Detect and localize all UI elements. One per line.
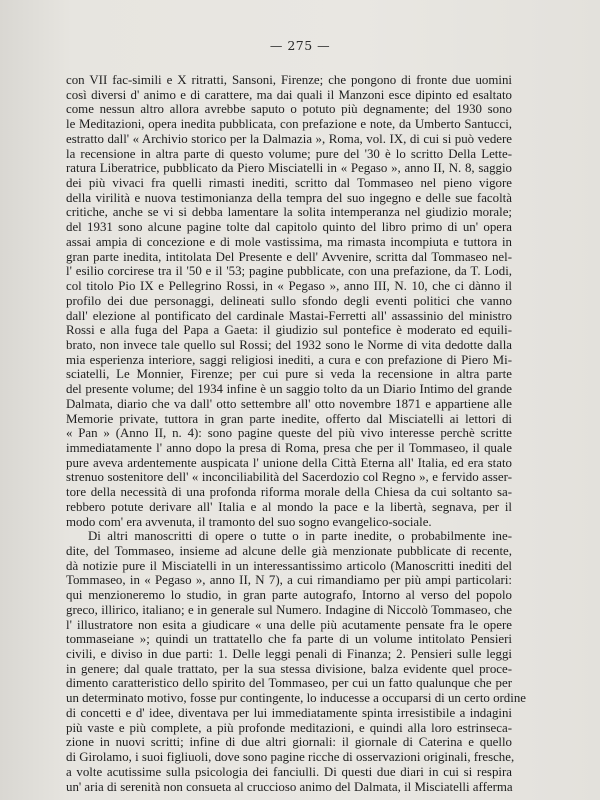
page-number: — 275 — bbox=[269, 38, 331, 53]
text-line: zione in nuovi scritti; infine di due altri giornali: il giornale di Caterina e quello bbox=[66, 735, 512, 750]
paragraph-2 bbox=[66, 529, 526, 794]
text-line: come nessun altro allora avrebbe saputo o potuto più degnamente; del 1930 sono bbox=[66, 102, 512, 117]
text-line: brato, non invece tale quello sul Rossi; del 1932 sono le Norme di vita dedotte dalla bbox=[66, 337, 512, 352]
text-line: dimento caratteristico dello spirito del Tommaseo, per cui un fatto qualunque che per bbox=[66, 676, 512, 691]
text-line: un determinato motivo, fosse pur contingente, lo inducesse a occuparsi di un certo ordine bbox=[66, 691, 526, 706]
text-line: civili, e diviso in due parti: 1. Delle leggi penali di Finanza; 2. Pensieri sulle leggi bbox=[66, 647, 512, 662]
text-line: l' esilio corcirese tra il '50 e il '53; pagine pubblicate, con una prefazione, da T. Lodi, bbox=[66, 264, 512, 279]
text-line: Di altri manoscritti di opere o tutte o in parte inedite, o probabilmente ine- bbox=[88, 529, 512, 544]
text-line: un' aria di serenità non consueta al cruccioso animo del Dalmata, il Misciatelli afferma bbox=[66, 779, 513, 794]
text-line: di Girolamo, i suoi figliuoli, dove sono pagine ricche di osservazioni originali, fresche, bbox=[66, 750, 515, 765]
text-line: qui menzioneremo lo studio, in gran parte autografo, Intorno al verso del popolo bbox=[66, 588, 512, 603]
text-line: Rossi e alla fuga del Papa a Gaeta: il giudizio sul pontefice è moderato ed equili- bbox=[66, 323, 512, 338]
text-line: della virilità e nuova testimonianza della tempra del suo ingegno e delle sue facoltà bbox=[66, 190, 512, 205]
body-text bbox=[66, 73, 526, 794]
text-line: sciatelli, Le Monnier, Firenze; per cui pure si veda la recensione in altra parte bbox=[66, 367, 512, 382]
text-line: modo com' era avvenuta, il tramonto del suo sogno evangelico-sociale. bbox=[66, 514, 432, 529]
text-line: in genere; dal quale trattato, per la sua stessa divisione, balza evidente quel proce- bbox=[66, 661, 512, 676]
text-line: Memorie private, tuttora in gran parte inedite, offerto dal Misciatelli ai lettori di bbox=[66, 411, 512, 426]
text-line: pure aveva ardentemente auspicata l' unione della Città Eterna all' Italia, ed era stato bbox=[66, 455, 512, 470]
text-line: « Pan » (Anno II, n. 4): sono pagine queste del più vivo interesse perchè scritte bbox=[66, 426, 512, 441]
text-line: critiche, anche se vi si debba lamentare la solita intemperanza nel giudizio morale; bbox=[66, 205, 512, 220]
text-line: ratura Liberatrice, pubblicato da Piero Misciatelli in « Pegaso », anno II, N. 8, saggio bbox=[66, 161, 512, 176]
text-line: profilo dei due personaggi, delineati sullo sfondo degli eventi politici che vanno bbox=[66, 293, 512, 308]
text-line: gran parte inedita, intitolata Del Presente e dell' Avvenire, scritta dal Tommaseo nel- bbox=[66, 249, 512, 264]
text-line: dall' elezione al pontificato del cardinale Mastai-Ferretti all' assassinio del ministro bbox=[66, 308, 512, 323]
text-line: del presente volume; del 1934 infine è un saggio tolto da un Diario Intimo del grande bbox=[66, 382, 512, 397]
text-line: così diversi d' animo e di carattere, ma dai quali il Manzoni esce dipinto ed esaltato bbox=[66, 87, 512, 102]
text-line: più vaste e più complete, a più profonde meditazioni, e quindi alla loro estrinseca- bbox=[66, 720, 512, 735]
text-line: tore della necessità di una profonda riforma morale della Chiesa da cui soltanto sa- bbox=[66, 485, 512, 500]
text-line: a volte acutissime sulla psicologia dei fanciulli. Di questi due diari in cui si respira bbox=[66, 764, 512, 779]
text-line: con VII fac-simili e X ritratti, Sansoni, Firenze; che pongono di fronte due uomini bbox=[66, 73, 512, 87]
text-line: immediatamente l' anno dopo la presa di Roma, presa che per il Tommaseo, il quale bbox=[66, 440, 512, 455]
text-line: la recensione in altra parte di questo volume; pure del '30 è lo scritto Della Lette- bbox=[66, 146, 512, 161]
text-line: assai ampia di concezione e di mole vastissima, ma rimasta incompiuta e tuttora in bbox=[66, 234, 512, 249]
text-line: strenuo sostenitore dell' « inconciliabilità del Sacerdozio col Regno », e fervido asser- bbox=[66, 470, 512, 485]
text-line: dà notizie pure il Misciatelli in un interessantissimo articolo (Manoscritti inediti del bbox=[66, 558, 512, 573]
text-line: le Meditazioni, opera inedita pubblicata, con prefazione e note, da Umberto Santucci, bbox=[66, 117, 512, 132]
text-line: dite, del Tommaseo, insieme ad alcune delle già menzionate pubblicate di recente, bbox=[66, 544, 512, 558]
text-line: greco, illirico, italiano; e in generale sul Numero. Indagine di Niccolò Tommaseo, che bbox=[66, 602, 512, 617]
text-line: dei più vivaci fra quelli rimasti inediti, scritto dal Tommaseo nel pieno vigore bbox=[66, 176, 512, 191]
text-line: mia esperienza interiore, saggi religiosi inediti, a cura e con prefazione di Piero Mi- bbox=[66, 352, 512, 367]
text-line: Tommaseo, in « Pegaso », anno II, N 7), a cui rimandiamo per più ampi particolari: bbox=[66, 573, 512, 588]
text-line: tommaseiane »; quindi un trattatello che fa parte di un volume intitolato Pensieri bbox=[66, 632, 512, 647]
text-line: estratto dall' « Archivio storico per la Dalmazia », Roma, vol. IX, di cui si può vedere bbox=[66, 131, 512, 146]
text-line: di concetti e d' idee, diventava per lui immediatamente spinta irresistibile a indagini bbox=[66, 705, 512, 720]
text-line: rebbero potute derivare all' Italia e al mondo la pace e la libertà, segnava, per il bbox=[66, 499, 512, 514]
text-line: del 1931 sono alcune pagine tolte dal capitolo quinto del libro primo di un' opera bbox=[66, 220, 512, 235]
paragraph-1 bbox=[66, 73, 512, 529]
text-line: col titolo Pio IX e Pellegrino Rossi, in « Pegaso », anno III, N. 10, che ci dànno il bbox=[66, 279, 512, 294]
text-line: Dalmata, diario che va dall' otto settembre all' otto novembre 1871 e appartiene alle bbox=[66, 396, 512, 411]
text-line: l' illustratore non esita a giudicare « una delle più acutamente pensate fra le opere bbox=[66, 617, 512, 632]
